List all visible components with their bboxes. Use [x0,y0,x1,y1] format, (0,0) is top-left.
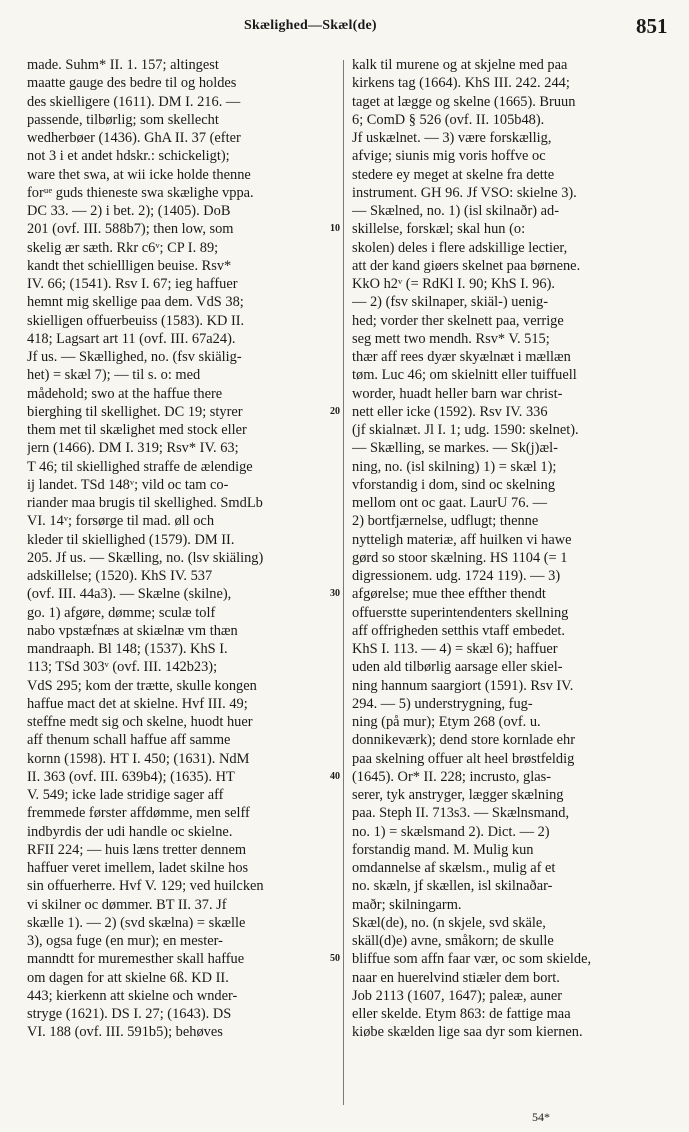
text-line: afgørelse; mue thee effther thendt [352,586,546,603]
text-line: go. 1) afgøre, dømme; sculæ tolf [27,604,216,621]
text-line: Jf uskælnet. — 3) være forskællig, [352,130,552,146]
text-line: adskillelse; (1520). KhS IV. 537 [27,568,213,584]
text-line: bliffue som affn faar vær, oc som skielde, [352,951,592,968]
text-line: des skielligere (1611). DM I. 216. — [27,93,241,110]
text-line: 201 (ovf. III. 588b7); then low, som [27,221,234,238]
text-line: KhS I. 113. — 4) = skæl 6); haffuer [352,641,558,657]
text-line: vforstandig i dom, sind oc skelning [352,476,556,493]
text-line: paa. Steph II. 713s3. — Skælnsmand, [352,805,570,822]
text-line: stryge (1621). DS I. 27; (1643). DS [27,1006,232,1022]
text-line: them met til skælighet med stock eller [27,422,247,438]
text-line: paa skelning offuer alt heel brøstfeldig [352,750,575,767]
text-line: (ovf. III. 44a3). — Skælne (skilne), [27,586,232,603]
text-line: kiøbe skælden lige saa dyr som kiernen. [352,1024,583,1041]
text-line: wedherbøer (1436). GhA II. 37 (efter [27,130,241,146]
text-line: uden ald tilbørlig aarsage eller skiel- [352,659,563,676]
line-number: 30 [330,588,340,600]
text-line: haffue mact det at skielne. Hvf III. 49; [27,695,248,712]
line-number: 10 [330,223,340,235]
text-line: VdS 295; kom der trætte, skulle kongen [27,677,257,694]
text-line: RFII 224; — huis læns tretter dennem [27,841,247,858]
right-column [352,56,670,1042]
text-line: — Skælling, se markes. — Sk(j)æl- [352,440,558,457]
text-line: kalk til murene og at skjelne med paa [352,57,568,73]
text-line: maatte gauge des bedre til og holdes [27,75,237,92]
text-line: VI. 14ᵛ; forsørge til mad. øll och [27,513,215,530]
text-line: serer, tyk anstryger, lægger skælning [352,787,564,803]
text-line: ning hannum saargiort (1591). Rsv IV. [352,677,574,694]
text-line: om dagen for att skielne 6ß. KD II. [27,969,229,986]
line-number: 40 [330,770,340,782]
text-line: (1645). Or* II. 228; incrusto, glas- [352,768,552,785]
page-header [0,14,689,38]
text-line: — 2) (fsv skilnaper, skiäl-) uenig- [352,294,549,311]
text-line: not 3 i et andet hdskr.: schickeligt); [27,148,230,165]
text-line: skolen) deles i flere adskillige lectier, [352,239,568,256]
text-line: mandraaph. Bl 148; (1537). KhS I. [27,641,228,657]
text-line: omdannelse af skælsm., mulig af et [352,860,556,876]
text-line: — Skælned, no. 1) (isl skilnaðr) ad- [352,203,560,219]
text-line: tøm. Luc 46; om skielnitt eller tuiffuell [352,367,577,384]
text-line: riander maa brugis til skellighed. SmdLb [27,495,263,511]
text-line: 443; kierkenn att skielne och wnder- [27,987,238,1004]
text-line: nytteligh materiæ, aff huilken vi hawe [352,531,572,548]
text-line: Jf us. — Skællighed, no. (fsv skiälig- [27,349,242,365]
text-line: passende, tilbørlig; som skellecht [27,111,219,128]
text-line: naar en huerelvind stiæler dem bort. [352,969,560,986]
text-line: 2) bortfjærnelse, udflugt; thenne [352,513,539,530]
text-line: gørd so stoor skælning. HS 1104 (= 1 [352,549,568,566]
line-number: 20 [330,405,340,417]
text-line: forᵘᵉ guds thieneste swa skælighe vppa. [27,184,254,201]
text-line: skäll(d)e) avne, småkorn; de skulle [352,933,554,949]
text-line: 3), ogsa fuge (en mur); en mester- [27,933,223,949]
text-line: instrument. GH 96. Jf VSO: skielne 3). [352,184,577,201]
text-line: digressionem. udg. 1724 119). — 3) [352,568,561,584]
text-line: 6; ComD § 526 (ovf. II. 105b48). [352,111,545,128]
running-head: Skælighed—Skæl(de) [244,18,377,33]
text-line: skillelse, forskæl; skal hun (o: [352,221,526,238]
column-divider [343,60,344,1105]
text-line: eller skelde. Etym 863: de fattige maa [352,1006,571,1022]
text-line: taget at lægge og skelne (1665). Bruun [352,93,576,110]
signature-mark: 54* [532,1110,550,1124]
text-line: donnikeværk); dend store kornlade ehr [352,732,575,749]
text-line: sin offuerherre. Hvf V. 129; ved huilcken [27,878,264,895]
text-line: ning, no. (isl skilning) 1) = skæl 1); [352,458,557,475]
text-line: (jf skialnæt. Jl I. 1; udg. 1590: skelnet). [352,422,579,438]
text-line: hemnt mig skellige paa dem. VdS 38; [27,294,244,311]
text-line: skelig ær sæth. Rkr c6ᵛ; CP I. 89; [27,239,219,256]
left-column [27,56,339,1042]
text-line: manndtt for muremesther skall haffue [27,951,245,968]
text-line: no. skæln, jf skællen, isl skilnaðar- [352,878,553,895]
text-line: worder, huadt heller barn war christ- [352,385,563,402]
text-line: het) = skæl 7); — til s. o: med [27,367,201,384]
text-line: forstandig mand. M. Mulig kun [352,841,534,858]
text-line: VI. 188 (ovf. III. 591b5); behøves [27,1024,223,1041]
text-line: Skæl(de), no. (n skjele, svd skäle, [352,914,546,931]
text-line: T 46; til skiellighed straffe de ælendige [27,458,253,475]
page-number: 851 [636,14,668,38]
text-line: 113; TSd 303ᵛ (ovf. III. 142b23); [27,659,218,676]
text-line: kandt thet schiellligen beuise. Rsv* [27,257,232,274]
text-line: steffne medt sig och skelne, huodt huer [27,714,253,730]
text-line: ning (på mur); Etym 268 (ovf. u. [352,714,541,730]
text-line: V. 549; icke lade stridige sager aff [27,787,224,803]
text-line: ware thet swa, at wii icke holde thenne [27,166,251,183]
text-line: IV. 66; (1541). Rsv I. 67; ieg haffuer [27,276,238,292]
text-line: hed; vorder ther skelnett paa, verrige [352,312,564,329]
text-line: haffuer veret imellem, ladet skilne hos [27,860,249,876]
text-line: seg mett two mendh. Rsv* V. 515; [352,330,550,347]
text-line: kleder til skiellighed (1579). DM II. [27,531,235,548]
line-number: 50 [330,953,340,965]
text-line: made. Suhm* II. 1. 157; altingest [27,57,219,73]
text-line: indbyrdis der udi handle oc skielne. [27,823,233,840]
text-line: thær aff rees dyær skyælnæt i mællæn [352,349,571,365]
text-line: skælle 1). — 2) (svd skælna) = skælle [27,914,246,931]
text-line: offuerstte superintendenters skellning [352,604,569,621]
text-line: ij landet. TSd 148ᵛ; vild oc tam co- [27,476,229,493]
text-line: stedere ey meget at skelne fra dette [352,166,555,183]
text-line: II. 363 (ovf. III. 639b4); (1635). HT [27,768,235,785]
text-line: aff thenum schall haffue aff samme [27,732,231,749]
text-line: kirkens tag (1664). KhS III. 242. 244; [352,75,570,92]
text-line: KkO h2ᵛ (= RdKl I. 90; KhS I. 96). [352,276,556,292]
text-line: 294. — 5) understrygning, fug- [352,695,533,712]
text-line: kornn (1598). HT I. 450; (1631). NdM [27,750,250,767]
text-line: aff offrigheden setthis vtaff embedet. [352,622,565,639]
text-line: no. 1) = skælsmand 2). Dict. — 2) [352,823,550,840]
text-line: mådehold; swo at the haffue there [27,385,223,402]
text-line: Job 2113 (1607, 1647); paleæ, auner [352,987,563,1004]
text-line: fremmede førster affdømme, men selff [27,805,250,822]
text-line: att der kand giøers skelnet paa børnene. [352,257,581,274]
text-line: nabo vpstæfnæs at skiælnæ vm thæn [27,622,238,639]
text-line: jern (1466). DM I. 319; Rsv* IV. 63; [27,440,239,457]
text-line: skielligen offuerbeuiss (1583). KD II. [27,312,245,329]
text-line: mellom ont oc gaat. LaurU 76. — [352,495,548,511]
text-line: 205. Jf us. — Skælling, no. (lsv skiäling) [27,549,264,566]
text-line: nett eller icke (1592). Rsv IV. 336 [352,403,548,420]
text-line: vi skilner oc dømmer. BT II. 37. Jf [27,896,227,913]
text-line: DC 33. — 2) i bet. 2); (1405). DoB [27,203,231,219]
text-line: afvige; siunis mig voris hoffve oc [352,148,546,165]
text-line: 418; Lagsart art 11 (ovf. III. 67a24). [27,330,236,347]
text-line: maðr; skilningarm. [352,896,462,913]
text-line: bierghing til skellighet. DC 19; styrer [27,403,243,420]
